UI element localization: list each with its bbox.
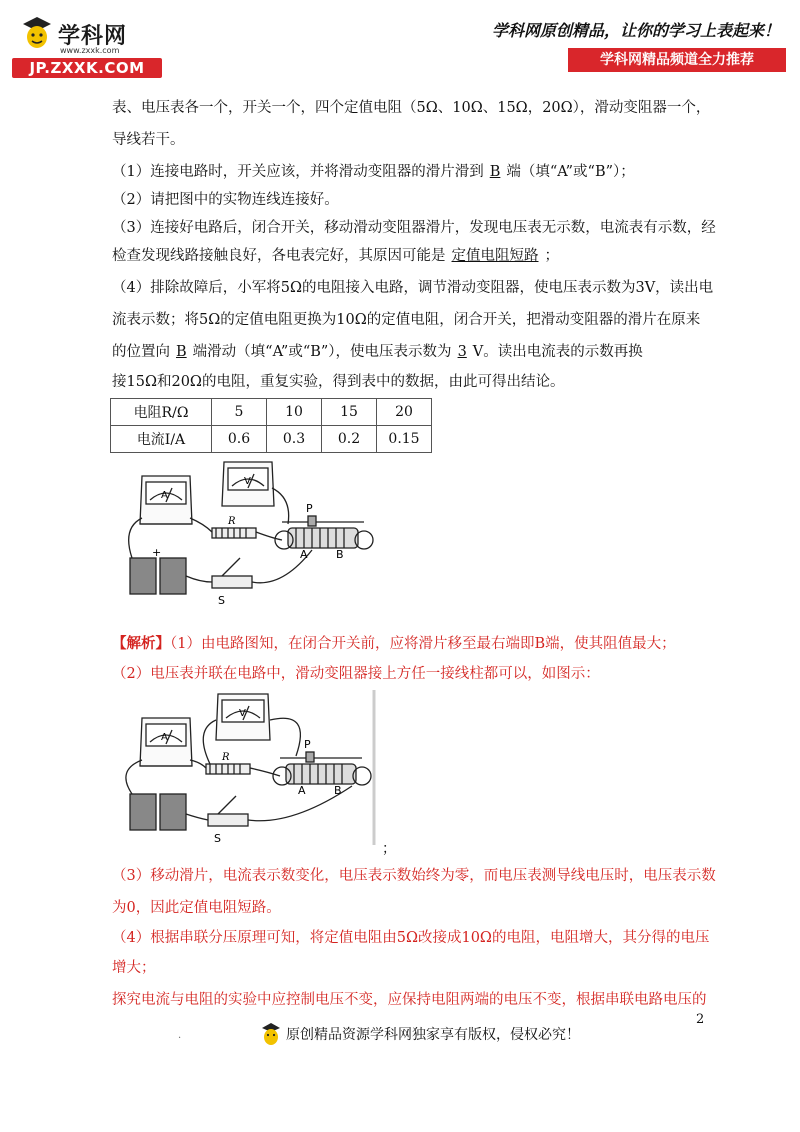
diagram-label-voltmeter: V [244,476,251,487]
diagram-label-end-b: B [336,548,344,561]
analysis-2: （2）电压表并联在电路中，滑动变阻器接上方任一接线柱都可以，如图示： [112,666,600,682]
question-3-line-2 [112,246,712,266]
question-1 [112,162,712,182]
question-1-pre: （1）连接电路时，开关应该，并将滑动变阻器的滑片滑到 [112,164,484,180]
diagram-label-resistor: R [228,516,236,527]
logo-text: 学科网 [58,23,128,49]
header-banner: 学科网精品频道全力推荐 [568,48,786,72]
diagram-label-slider: P [304,738,311,751]
logo-url[interactable]: JP.ZXXK.COM [12,58,162,78]
question-1-post: 端（填“A”或“B”）； [506,164,635,180]
diagram-label-end-a: A [300,548,308,561]
table-cell: 电流I/A [111,426,212,453]
footer-dot: . [178,1030,182,1041]
header-slogan: 学科网原创精品，让你的学习上表起来！ [491,21,780,40]
table-cell: 20 [377,399,432,426]
diagram-label-switch: S [218,594,225,607]
analysis-4-line-2: 增大； [112,960,156,976]
circuit-diagram-question [112,458,390,608]
diagram-label-ammeter: A [161,732,168,743]
question-line-1: 表、电压表各一个，开关一个，四个定值电阻（5Ω、10Ω、15Ω，20Ω），滑动变阻器一个， [112,100,711,116]
table-cell: 5 [212,399,267,426]
circuit-diagram-answer [112,690,380,850]
question-4-post: V。读出电流表的示数再换 [472,344,643,360]
question-4-mid: 端滑动（填“A”或“B”），使电压表示数为 [192,344,452,360]
logo-sub: www.zxxk.com [60,46,120,55]
table-cell: 0.6 [212,426,267,453]
site-logo [12,14,162,76]
question-1-answer: B [489,164,501,180]
question-4-line-2: 流表示数；将5Ω的定值电阻更换为10Ω的定值电阻，闭合开关，把滑动变阻器的滑片在原来 [112,312,701,328]
question-3-post: ； [544,248,559,264]
diagram-label-voltmeter: V [239,708,246,719]
question-3-pre: 检查发现线路接触良好，各电表完好，其原因可能是 [112,248,446,264]
table-cell: 电阻R/Ω [111,399,212,426]
diagram-label-slider: P [306,502,313,515]
diagram-label-resistor: R [222,752,230,763]
analysis-tag: 【解析】 [112,635,170,652]
analysis-1-text: （1）由电路图知，在闭合开关前，应将滑片移至最右端即B端，使其阻值最大； [170,636,676,652]
diagram-label-end-b: B [334,784,342,797]
question-3-answer: 定值电阻短路 [451,248,539,264]
footer [260,1022,580,1046]
diagram-label-plus: + [152,546,162,559]
page-number: 2 [696,1012,705,1027]
analysis-3-line-1: （3）移动滑片，电流表示数变化，电压表示数始终为零，而电压表测导线电压时，电压表示数 [112,868,716,884]
analysis-3-line-2: 为0，因此定值电阻短路。 [112,900,281,916]
footer-text: 原创精品资源学科网独家享有版权，侵权必究！ [286,1027,580,1043]
table-cell: 15 [322,399,377,426]
table-cell: 0.3 [267,426,322,453]
data-table [110,398,432,453]
table-cell: 10 [267,399,322,426]
diagram-semicolon: ； [382,841,396,857]
table-row [111,426,432,453]
diagram-label-end-a: A [298,784,306,797]
diagram-label-switch: S [214,832,221,845]
question-4-line-4: 接15Ω和20Ω的电阻，重复实验，得到表中的数据，由此可得出结论。 [112,374,565,390]
question-2: （2）请把图中的实物连线连接好。 [112,192,339,208]
table-cell: 0.2 [322,426,377,453]
graduate-mascot-icon [20,15,54,53]
analysis-4-line-1: （4）根据串联分压原理可知，将定值电阻由5Ω改接成10Ω的电阻，电阻增大，其分得的电压 [112,930,710,946]
table-cell: 0.15 [377,426,432,453]
table-row [111,399,432,426]
question-4-line-3 [112,342,712,362]
question-line-2: 导线若干。 [112,132,185,148]
diagram-label-ammeter: A [161,490,168,501]
question-4-line-1: （4）排除故障后，小军将5Ω的电阻接入电路，调节滑动变阻器，使电压表示数为3V，读出电 [112,280,714,296]
analysis-1 [112,634,712,654]
question-4-pre: 的位置向 [112,344,170,360]
question-4-answer-1: B [176,344,187,360]
analysis-5: 探究电流与电阻的实验中应控制电压不变，应保持电阻两端的电压不变，根据串联电路电压的 [112,992,707,1008]
question-4-answer-2: 3 [457,344,467,360]
question-3-line-1: （3）连接好电路后，闭合开关，移动滑动变阻器滑片，发现电压表无示数，电流表有示数，经 [112,220,716,236]
graduate-mascot-icon [260,1022,282,1046]
